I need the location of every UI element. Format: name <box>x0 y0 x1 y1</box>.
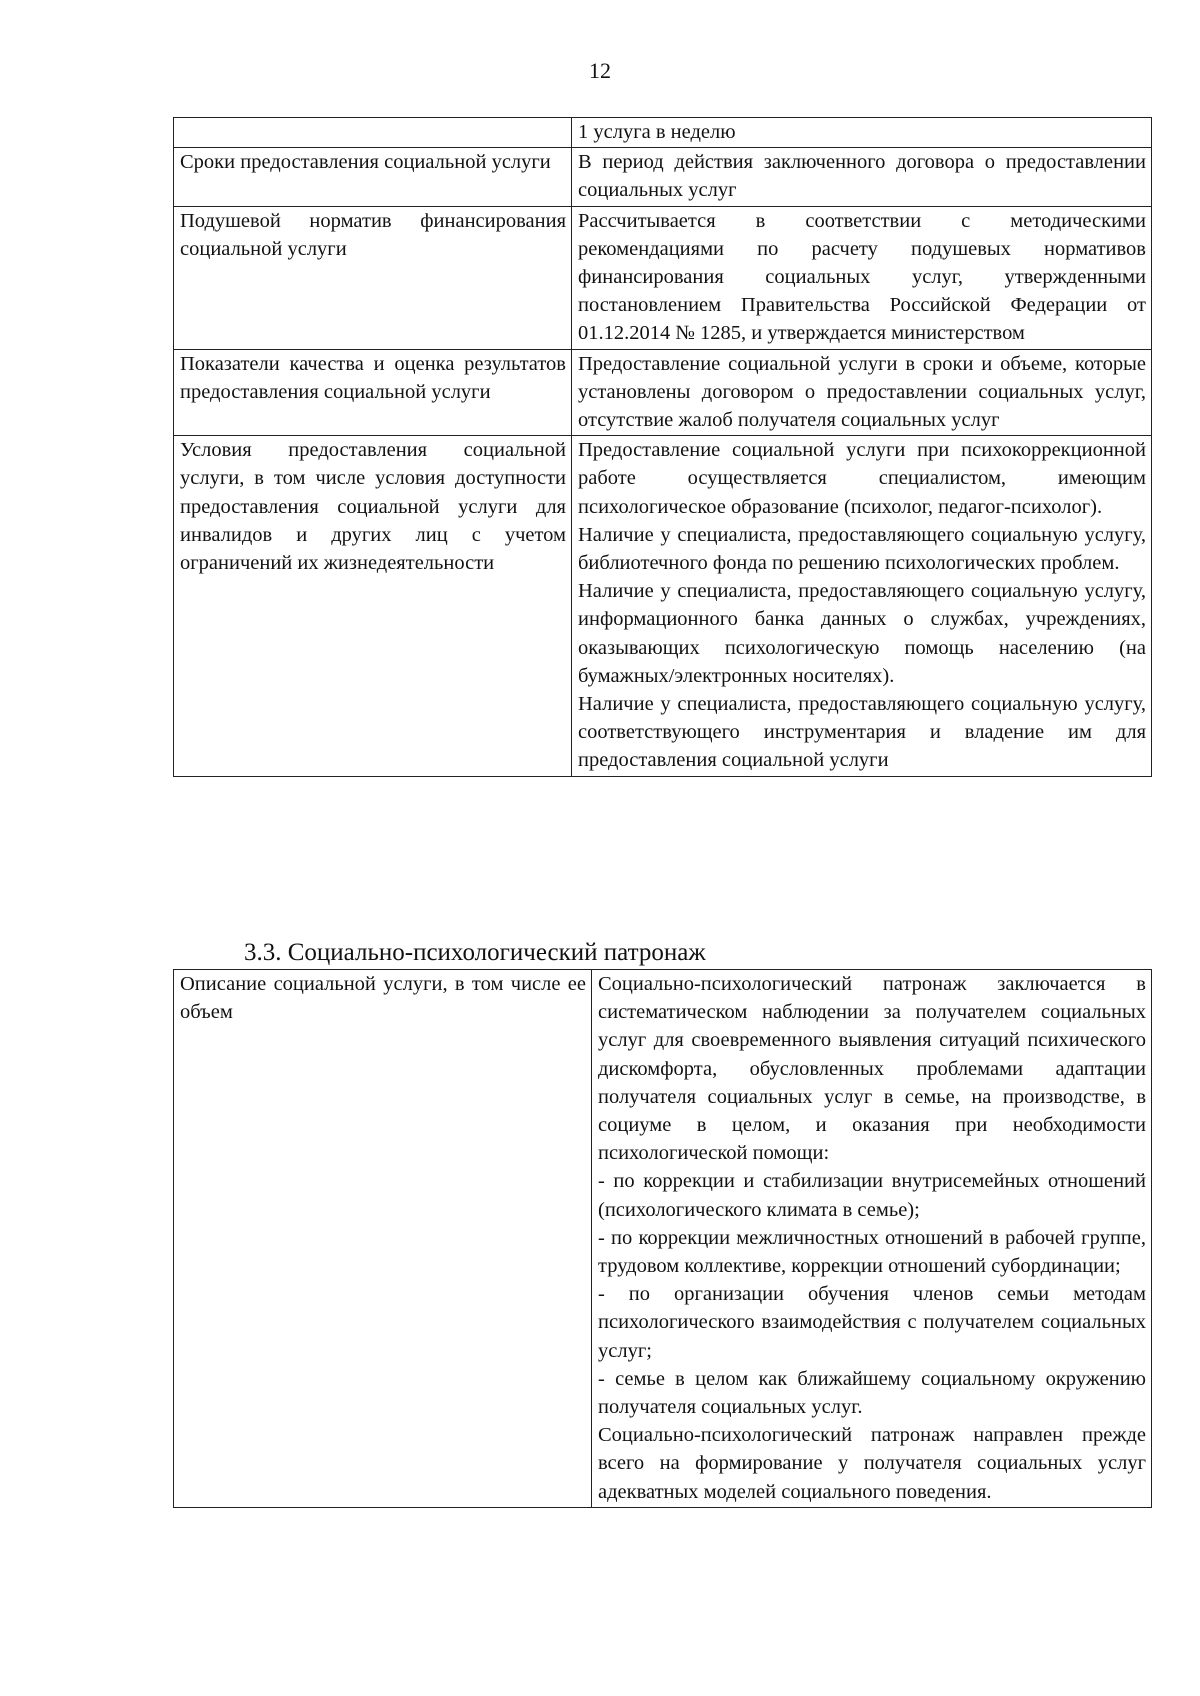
row-label: Условия предоставления социальной услуги, в том числе условия доступности предоставления социальной услуги для инвалидов и других лиц с учетом ограничений их жизнедеятельности <box>174 436 572 776</box>
table-row <box>174 970 1152 1508</box>
table-row <box>174 349 1152 436</box>
row-label: Сроки предоставления социальной услуги <box>174 148 572 206</box>
row-label: Показатели качества и оценка результатов предоставления социальной услуги <box>174 349 572 436</box>
table-row <box>174 206 1152 349</box>
page-number: 12 <box>589 58 611 83</box>
paragraph: - по коррекции и стабилизации внутрисемейных отношений (психологического климата в семье); <box>598 1170 1146 1221</box>
section-heading: 3.3. Социально-психологический патронаж <box>244 939 706 966</box>
paragraph: - семье в целом как ближайшему социальному окружению получателя социальных услуг. <box>598 1367 1146 1419</box>
paragraph: - по организации обучения членов семьи методам психологического взаимодействия с получателем социальных услуг; <box>598 1283 1146 1362</box>
service-table-continued <box>173 117 1152 777</box>
row-label <box>174 118 572 148</box>
table-row <box>174 118 1152 148</box>
table-row <box>174 436 1152 776</box>
table-row <box>174 148 1152 206</box>
paragraph: Наличие у специалиста, предоставляющего социальную услугу, библиотечного фонда по решению психологических проблем. <box>578 523 1146 575</box>
paragraph: - по коррекции межличностных отношений в рабочей группе, трудовом коллективе, коррекции отношений субординации; <box>598 1226 1146 1278</box>
paragraph: Наличие у специалиста, предоставляющего социальную услугу, информационного банка данных о службах, учреждениях, оказывающих психологическую помощь населению (на бумажных/электронных носителях). <box>578 580 1146 687</box>
paragraph: Социально-психологический патронаж направлен прежде всего на формирование у получателя социальных услуг адекватных моделей социального поведения. <box>598 1424 1146 1503</box>
paragraph: Предоставление социальной услуги при психокоррекционной работе осуществляется специалистом, имеющим психологическое образование (психолог, педагог-психолог). <box>578 439 1146 518</box>
row-value <box>572 436 1152 776</box>
row-label: Описание социальной услуги, в том числе ее объем <box>174 970 592 1508</box>
row-value <box>592 970 1152 1508</box>
row-label: Подушевой норматив финансирования социальной услуги <box>174 206 572 349</box>
service-description-table <box>173 969 1152 1508</box>
row-value: Предоставление социальной услуги в сроки и объеме, которые установлены договором о предоставлении социальных услуг, отсутствие жалоб получателя социальных услуг <box>572 349 1152 436</box>
row-value: Рассчитывается в соответствии с методическими рекомендациями по расчету подушевых нормативов финансирования социальных услуг, утвержденными постановлением Правительства Российской Федерации от 01.12.2014 № 1285, и утверждается министерством <box>572 206 1152 349</box>
row-value: 1 услуга в неделю <box>572 118 1152 148</box>
paragraph: Наличие у специалиста, предоставляющего социальную услугу, соответствующего инструментария и владение им для предоставления социальной услуги <box>578 693 1146 772</box>
paragraph: Социально-психологический патронаж заключается в систематическом наблюдении за получателем социальных услуг для своевременного выявления ситуаций психического дискомфорта, обусловленных проблемами адаптации получателя социальных услуг в семье, на производстве, в социуме в целом, и оказания при необходимости психологической помощи: <box>598 973 1146 1165</box>
row-value: В период действия заключенного договора о предоставлении социальных услуг <box>572 148 1152 206</box>
